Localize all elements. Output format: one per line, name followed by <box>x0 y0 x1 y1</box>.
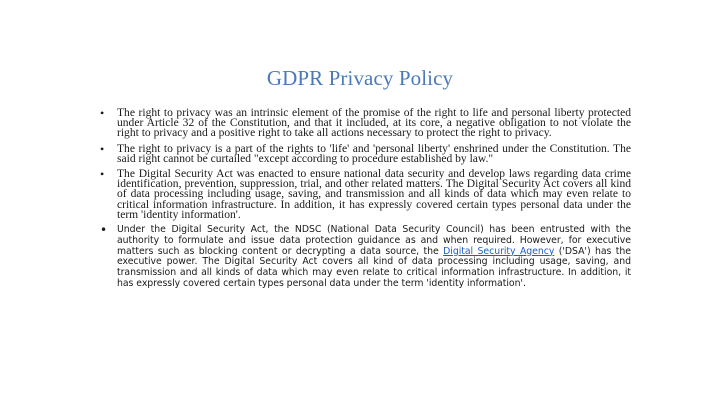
bullet-text-after: ('DSA') has the executive power. The Digital Security Act covers all kind of data processing including usage, saving, and transmission and all kinds of data which may even relate to critical information infrastructure. In addition, it has expressly covered certain types personal data under the term 'identity information'. <box>117 245 631 290</box>
bullet-text: The Digital Security Act was enacted to ensure national data security and develop laws regarding data crime identification, prevention, suppression, trial, and other related matters. The Digital Security Act covers all kind of data processing including usage, saving, and transmission and all kinds of data which may even relate to critical information infrastructure. In addition, it has expressly covered certain types personal data under the term 'identity information'. <box>117 168 631 221</box>
bullet-item <box>100 225 631 290</box>
bullet-text-before: Under the Digital Security Act, the NDSC (National Data Security Council) has been entrusted with the authority to formulate and issue data protection guidance as and when required. However, for executive matters such as blocking content or decrypting a data source, the <box>117 224 631 257</box>
bullet-text <box>117 225 631 290</box>
bullet-marker: • <box>100 167 105 182</box>
bullet-item <box>100 108 631 139</box>
page-title: GDPR Privacy Policy <box>266 66 454 90</box>
bullet-text: The right to privacy was an intrinsic element of the promise of the right to life and personal liberty protected under Article 32 of the Constitution, and that it included, at its core, a negative obligation to not violate the right to privacy and a positive right to take all actions necessary to protect the right to privacy. <box>117 107 631 140</box>
bullet-item <box>100 141 631 165</box>
bullet-list <box>100 108 631 295</box>
bullet-marker: • <box>100 141 105 156</box>
bullet-marker: • <box>100 106 105 120</box>
bullet-text: The right to privacy is a part of the rights to 'life' and 'personal liberty' enshrined under the Constitution. The said right cannot be curtailed "except according to procedure established by law." <box>117 142 631 165</box>
bullet-item <box>100 169 631 220</box>
digital-security-agency-link[interactable]: Digital Security Agency <box>443 245 555 257</box>
bullet-marker: • <box>100 223 108 238</box>
